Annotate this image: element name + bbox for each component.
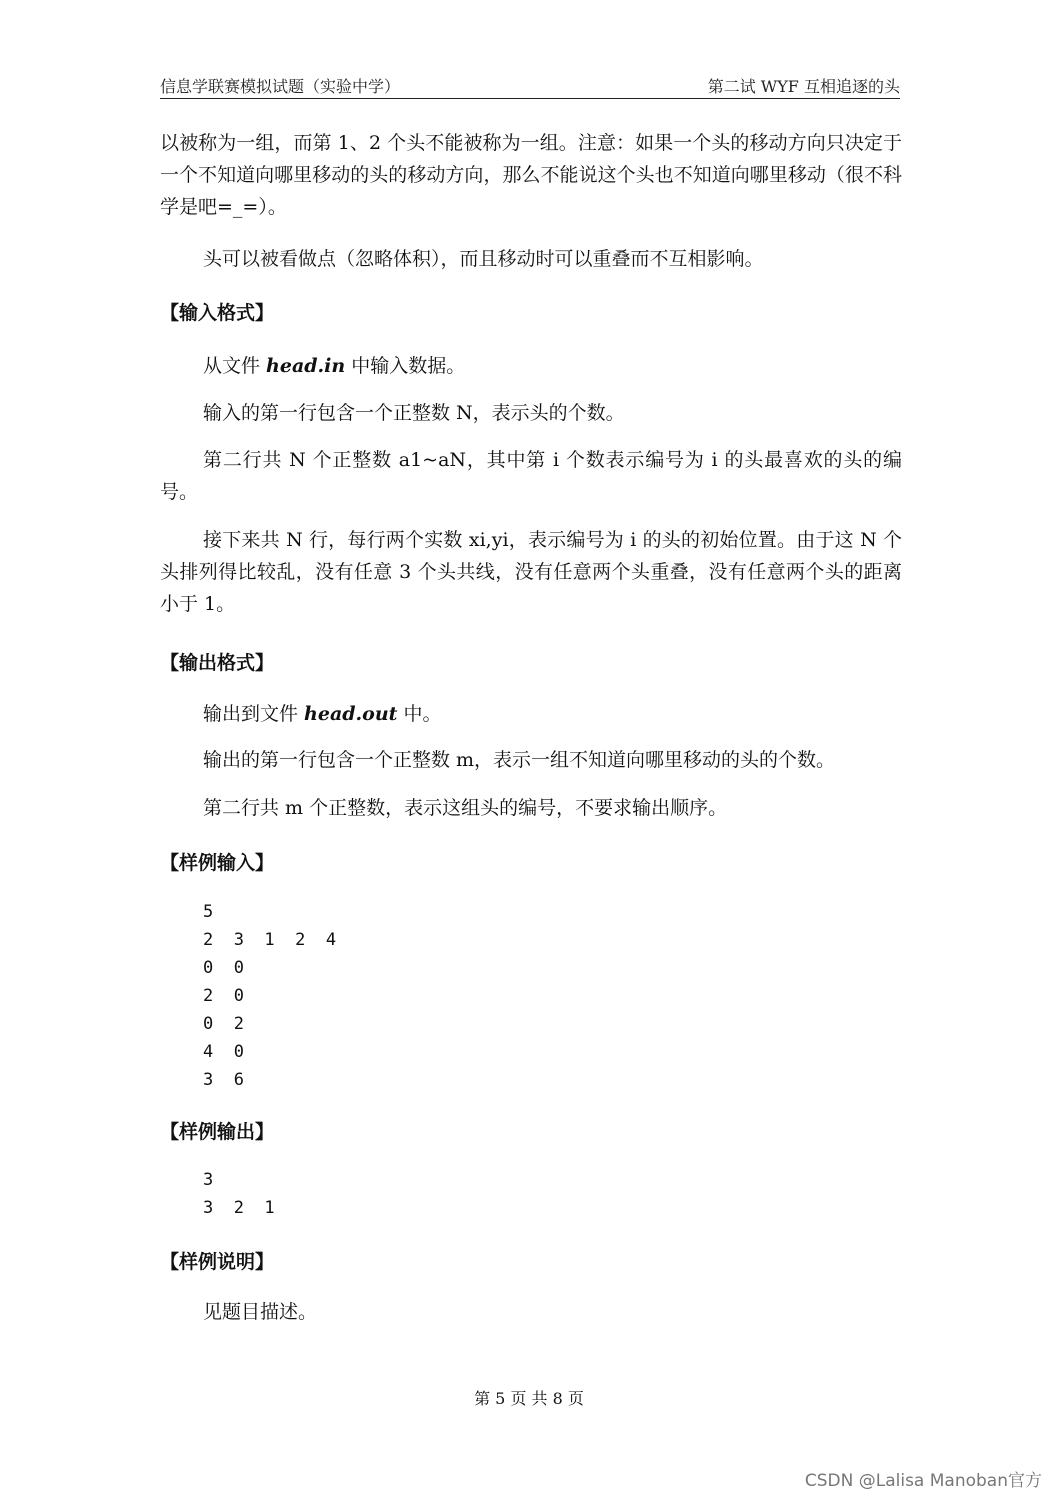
header-right-title: 第二试 WYF 互相追逐的头 (707, 77, 900, 96)
sample-input-line: 2 3 1 2 4 (203, 930, 337, 950)
sample-output-line: 3 2 1 (203, 1198, 275, 1218)
intro-paragraph-2: 头可以被看做点（忽略体积），而且移动时可以重叠而不互相影响。 (203, 248, 764, 270)
sample-input-block (203, 898, 336, 1094)
output-line-1-post: 中。 (397, 703, 442, 725)
input-format-line-4: 接下来共 N 行，每行两个实数 xi,yi，表示编号为 i 的头的初始位置。由于这 N 个头排列得比较乱，没有任意 3 个头共线，没有任意两个头重叠，没有任意两个头的距离小于 1。 (160, 529, 902, 615)
sample-output-heading: 【样例输出】 (160, 1121, 275, 1143)
intro-paragraph-1: 以被称为一组，而第 1、2 个头不能被称为一组。注意：如果一个头的移动方向只决定于一个不知道向哪里移动的头的移动方向，那么不能说这个头也不知道向哪里移动（很不科学是吧=_=）。 (160, 132, 902, 218)
sample-input-line: 5 (203, 902, 214, 922)
output-file-name: head.out (304, 703, 398, 725)
input-file-name: head.in (266, 355, 346, 377)
sample-note-heading: 【样例说明】 (160, 1251, 275, 1273)
output-format-line-1 (160, 698, 902, 730)
input-format-line-1 (160, 350, 902, 382)
output-format-line-3: 第二行共 m 个正整数，表示这组头的编号，不要求输出顺序。 (203, 797, 728, 819)
sample-input-line: 3 6 (203, 1070, 244, 1090)
sample-input-line: 4 0 (203, 1042, 244, 1062)
page-footer: 第 5 页 共 8 页 (474, 1389, 584, 1408)
output-format-line-2: 输出的第一行包含一个正整数 m，表示一组不知道向哪里移动的头的个数。 (203, 749, 836, 771)
sample-input-line: 2 0 (203, 986, 244, 1006)
sample-note-text: 见题目描述。 (203, 1301, 318, 1323)
output-format-heading: 【输出格式】 (160, 652, 275, 674)
sample-output-line: 3 (203, 1170, 214, 1190)
header-rule (160, 98, 900, 99)
output-line-1-pre: 输出到文件 (203, 703, 305, 725)
watermark: CSDN @Lalisa Manoban官方 (804, 1471, 1042, 1491)
input-line-1-post: 中输入数据。 (345, 355, 466, 377)
input-line-1-pre: 从文件 (203, 355, 267, 377)
header-left-title: 信息学联赛模拟试题（实验中学） (160, 77, 401, 96)
sample-output-block (203, 1166, 275, 1222)
sample-input-line: 0 2 (203, 1014, 244, 1034)
sample-input-heading: 【样例输入】 (160, 852, 275, 874)
input-format-heading: 【输入格式】 (160, 302, 275, 324)
input-format-line-3: 第二行共 N 个正整数 a1~aN，其中第 i 个数表示编号为 i 的头最喜欢的头的编号。 (160, 449, 902, 503)
sample-input-line: 0 0 (203, 958, 244, 978)
input-format-line-2: 输入的第一行包含一个正整数 N，表示头的个数。 (203, 402, 625, 424)
